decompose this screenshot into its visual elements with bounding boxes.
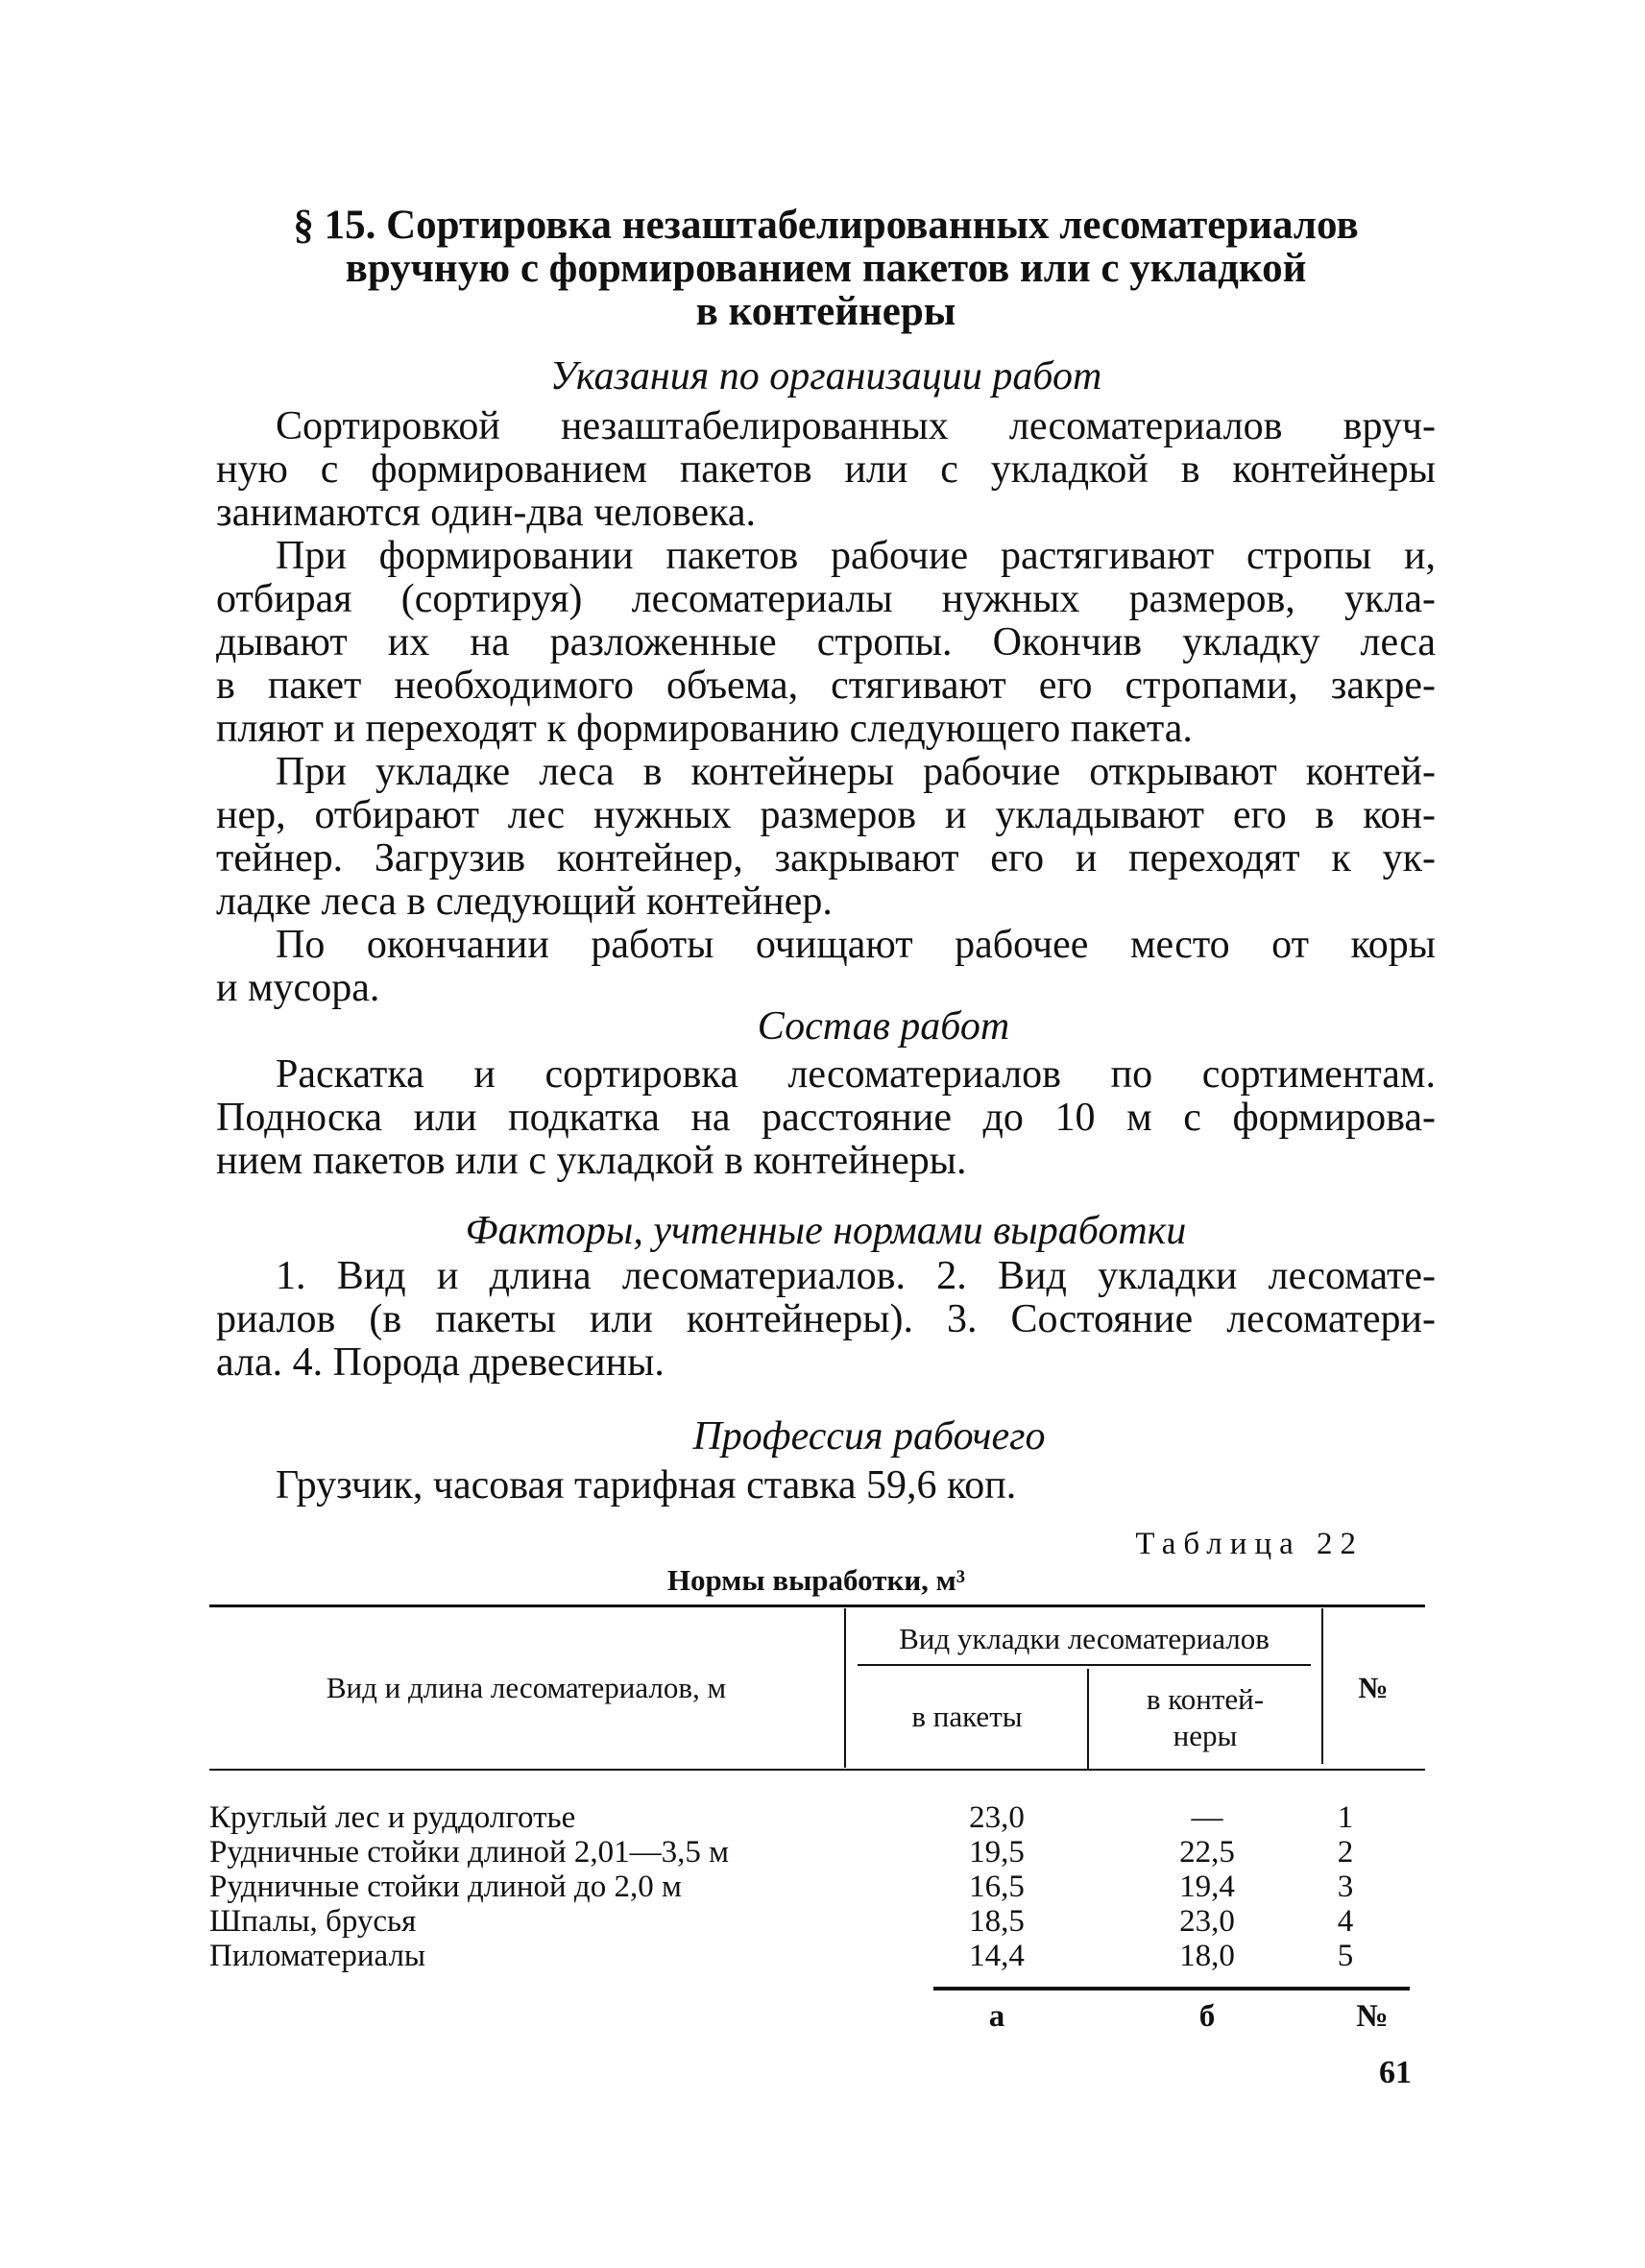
table-row <box>209 1939 1425 1973</box>
cell-no: 5 <box>1337 1939 1354 1973</box>
text-line: тейнер. Загрузив контейнер, закрывают его и переходят к ук- <box>216 836 1436 881</box>
text-line: По окончании работы очищают рабочее место от коры <box>276 923 1436 967</box>
heading-profession: Профессия рабочего <box>692 1414 1046 1459</box>
text-line: Сортировкой незаштабелированных лесоматериалов вруч- <box>276 404 1436 448</box>
paragraph-1 <box>216 405 1436 1010</box>
text-line: нием пакетов или с укладкой в контейнеры. <box>216 1139 967 1183</box>
text-line: пляют и переходят к формированию следующего пакета. <box>216 707 1193 751</box>
header-packets: в пакеты <box>911 1700 1023 1733</box>
cell-material: Шпалы, брусья <box>209 1904 417 1939</box>
text-line: Грузчик, часовая тарифная ставка 59,6 коп. <box>276 1463 1017 1508</box>
heading-organization: Указания по организации работ <box>549 354 1102 398</box>
cell-containers: 19,4 <box>1179 1870 1235 1904</box>
cell-packets: 18,5 <box>969 1904 1025 1939</box>
text-line: дывают их на разложенные стропы. Окончив укладку леса <box>216 620 1436 664</box>
cell-material: Круглый лес и руддолготье <box>209 1800 576 1835</box>
table-row <box>209 1870 1425 1904</box>
text-line: ладке леса в следующий контейнер. <box>216 880 833 924</box>
text-line: ала. 4. Порода древесины. <box>216 1340 665 1385</box>
header-material: Вид и длина лесоматериалов, м <box>326 1671 727 1704</box>
page-number: 61 <box>1379 2055 1412 2090</box>
cell-containers: 22,5 <box>1179 1835 1235 1870</box>
cell-packets: 16,5 <box>969 1870 1025 1904</box>
title-line: в контейнеры <box>695 289 956 334</box>
section-title <box>216 204 1436 333</box>
header-containers <box>1089 1681 1321 1754</box>
title-line: § 15. Сортировка незаштабелированных лесоматериалов <box>293 203 1359 248</box>
table-row <box>209 1904 1425 1939</box>
header-containers-line: в контей- <box>1146 1682 1265 1716</box>
text-line: 1. Вид и длина лесоматериалов. 2. Вид укладки лесомате- <box>276 1254 1436 1298</box>
column-divider <box>844 1608 846 1768</box>
paragraph-composition <box>216 1053 1436 1183</box>
footer-no: № <box>1356 1999 1389 2034</box>
table-caption: Нормы выработки, м³ <box>666 1563 966 1597</box>
cell-containers: 23,0 <box>1179 1904 1235 1939</box>
text-line: При формировании пакетов рабочие растягивают стропы и, <box>276 534 1436 578</box>
cell-no: 3 <box>1337 1870 1354 1904</box>
text-line: риалов (в пакеты или контейнеры). 3. Состояние лесоматери- <box>216 1297 1436 1341</box>
header-no: № <box>1358 1671 1389 1704</box>
cell-packets: 14,4 <box>969 1939 1025 1973</box>
paragraph-factors <box>216 1255 1436 1385</box>
table-top-rule <box>209 1604 1425 1607</box>
table-header-rule <box>209 1769 1425 1771</box>
table-row <box>209 1835 1425 1870</box>
text-line: нер, отбирают лес нужных размеров и укладывают его в кон- <box>216 793 1436 837</box>
text-line: При укладке леса в контейнеры рабочие открывают контей- <box>276 750 1436 794</box>
header-containers-line: неры <box>1173 1719 1238 1752</box>
text-line: отбирая (сортируя) лесоматериалы нужных размеров, укла- <box>216 577 1436 621</box>
cell-material: Пиломатериалы <box>209 1939 426 1973</box>
heading-composition: Состав работ <box>757 1004 1010 1049</box>
table-bottom-rule <box>933 1987 1410 1991</box>
cell-packets: 23,0 <box>969 1800 1025 1835</box>
table-body <box>209 1800 1425 1973</box>
cell-material: Рудничные стойки длиной до 2,0 м <box>209 1870 682 1904</box>
text-line: и мусора. <box>216 966 380 1010</box>
cell-material: Рудничные стойки длиной 2,01—3,5 м <box>209 1835 730 1870</box>
group-underline <box>858 1664 1311 1666</box>
cell-no: 2 <box>1337 1835 1354 1870</box>
text-line: в пакет необходимого объема, стягивают его стропами, закре- <box>216 664 1436 708</box>
cell-containers: — <box>1191 1800 1223 1835</box>
footer-a: а <box>988 1999 1005 2034</box>
cell-no: 1 <box>1337 1800 1354 1835</box>
text-line: Подноска или подкатка на расстояние до 10 м с формирова- <box>216 1096 1436 1140</box>
cell-packets: 19,5 <box>969 1835 1025 1870</box>
paragraph-profession <box>216 1464 1436 1508</box>
table-row <box>209 1800 1425 1835</box>
text-line: занимаются один-два человека. <box>216 491 757 535</box>
header-group: Вид укладки лесоматериалов <box>899 1622 1270 1655</box>
text-line: Раскатка и сортировка лесоматериалов по сортиментам. <box>276 1052 1436 1097</box>
cell-no: 4 <box>1337 1904 1354 1939</box>
heading-factors: Факторы, учтенные нормами выработки <box>465 1209 1187 1253</box>
title-line: вручную с формированием пакетов или с укладкой <box>345 246 1307 291</box>
table-label: Таблица 22 <box>1135 1527 1364 1561</box>
cell-containers: 18,0 <box>1179 1939 1235 1973</box>
text-line: ную с формированием пакетов или с укладкой в контейнеры <box>216 447 1436 492</box>
footer-b: б <box>1198 1999 1216 2034</box>
